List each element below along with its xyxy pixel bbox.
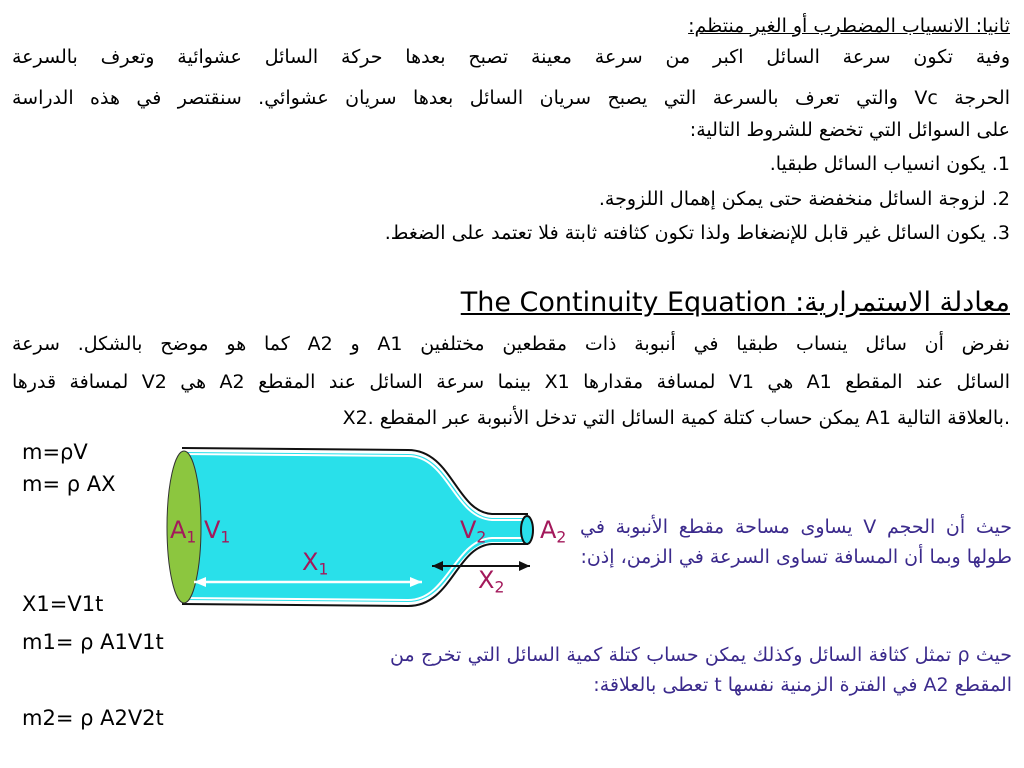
label-a2: $A_2$ <box>540 516 567 547</box>
volume-note: حيث أن الحجم V يساوى مساحة مقطع الأنبوبة في طولها وبما أن المسافة تساوى السرعة في الزمن، إذن: <box>580 516 1013 568</box>
turbulent-text-line-2: الحرجة Vc والتي تعرف بالسرعة التي يصبح سريان السائل بعدها سريان عشوائي. سنقتصر في هذه الدراسة <box>12 87 1010 109</box>
continuity-text-line-1: نفرض أن سائل ينساب طبقيا في أنبوبة ذات مقطعين مختلفين A1 و A2 كما هو موضح بالشكل. سرعة <box>12 333 1010 355</box>
equation-mass-volume: m=ρV <box>22 440 88 464</box>
equation-mass-area-length: m= ρ AX <box>22 472 116 496</box>
continuity-text-line-2: السائل عند المقطع A1 هي V1 لمسافة مقدارها X1 بينما سرعة السائل عند المقطع A2 هي V2 لمسافة قدرها <box>12 371 1010 393</box>
condition-1: 1. يكون انسياب السائل طبقيا. <box>769 153 1010 175</box>
equation-x1: X1=V1t <box>22 592 104 616</box>
turbulent-text-line-1: وفية تكون سرعة السائل اكبر من سرعة معينة تصبح بعدها حركة السائل عشوائية وتعرف بالسرعة <box>12 46 1010 68</box>
section-a2-ellipse <box>521 516 533 544</box>
condition-2: 2. لزوجة السائل منخفضة حتى يمكن إهمال اللزوجة. <box>598 188 1010 210</box>
section-title-turbulent: ثانيا: الانسياب المضطرب أو الغير منتظم: <box>688 15 1010 37</box>
density-note: حيث ρ تمثل كثافة السائل وكذلك يمكن حساب كتلة كمية السائل التي تخرج من المقطع A2 في الفترة الزمنية نفسها t تعطى بالعلاقة: <box>390 644 1012 696</box>
x2-arrowhead-right <box>519 561 530 571</box>
label-x1: $X_1$ <box>302 548 329 579</box>
label-x2: $X_2$ <box>478 566 505 597</box>
turbulent-text-line-3: على السوائل التي تخضع للشروط التالية: <box>689 119 1010 141</box>
label-a1-v1: $A_1$ $V_1$ <box>170 516 231 547</box>
label-v2: $V_2$ <box>460 516 487 547</box>
equation-m1: m1= ρ A1V1t <box>22 630 164 654</box>
continuity-text-line-3: X2. يمكن حساب كتلة كمية السائل التي تدخل الأنبوبة عبر المقطع A1 بالعلاقة التالية. <box>342 407 1010 429</box>
continuity-equation-heading: معادلة الاستمرارية: The Continuity Equation <box>460 287 1010 318</box>
equation-m2: m2= ρ A2V2t <box>22 706 164 730</box>
condition-3: 3. يكون السائل غير قابل للإنضغاط ولذا تكون كثافته ثابتة فلا تعتمد على الضغط. <box>384 222 1010 244</box>
